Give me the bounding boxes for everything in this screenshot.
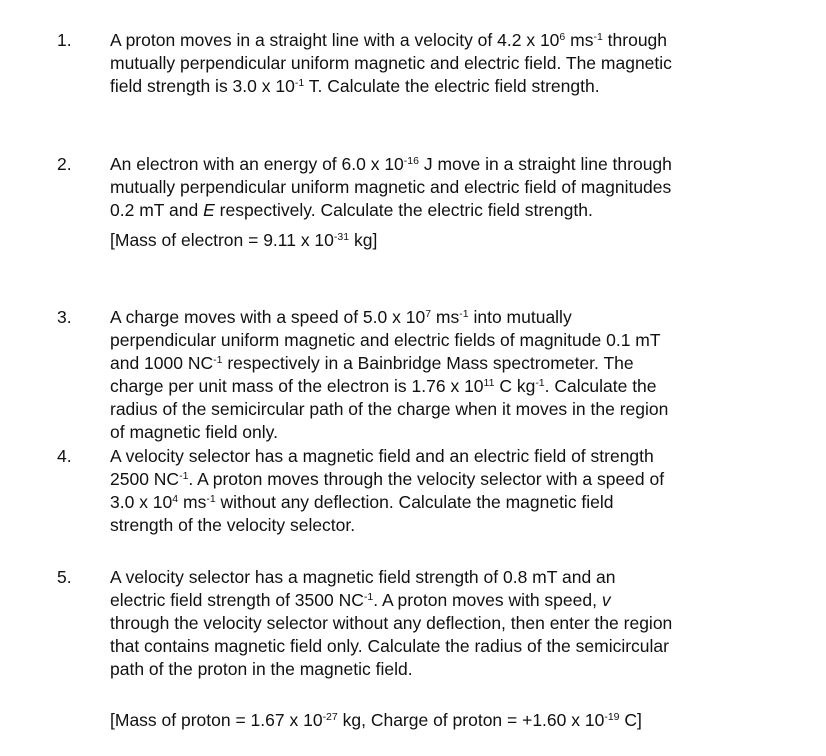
superscript: -1 [213, 354, 223, 366]
superscript: -1 [535, 377, 545, 389]
text-line: mutually perpendicular uniform magnetic and electric field. The magnetic [110, 53, 672, 73]
text-line: electric field strength of 3500 $NC^{-1}$. A proton moves with speed, v [110, 590, 611, 610]
question-number: 1. [57, 30, 72, 50]
question-text [110, 29, 810, 98]
superscript: 6 [559, 31, 566, 43]
text-line: 0.2 mT and E respectively. Calculate the electric field strength. [110, 200, 593, 220]
superscript: -27 [322, 711, 338, 723]
question-number: 4. [57, 446, 72, 466]
text-line: path of the proton in the magnetic field. [110, 659, 413, 679]
italic-symbol: E [203, 200, 215, 220]
superscript: -1 [593, 31, 603, 43]
question-number: 3. [57, 307, 72, 327]
note-text [110, 229, 810, 252]
text-line: radius of the semicircular path of the charge when it moves in the region [110, 399, 669, 419]
text-line: strength of the velocity selector. [110, 515, 356, 535]
text-line: [Mass of proton = 1.67 x $10^{-27}$ kg, Charge of proton = +1.60 x $10^{-19}$ C] [110, 710, 642, 730]
text-line: mutually perpendicular uniform magnetic and electric field of magnitudes [110, 177, 672, 197]
question-number: 2. [57, 154, 72, 174]
question-number: 5. [57, 567, 72, 587]
superscript: 4 [172, 493, 179, 505]
superscript: -16 [403, 155, 419, 167]
text-line: of magnetic field only. [110, 422, 278, 442]
text-line: [Mass of electron = 9.11 x $10^{-31}$ kg] [110, 230, 378, 250]
superscript: 11 [483, 377, 495, 389]
superscript: -1 [294, 77, 305, 89]
text-line: An electron with an energy of 6.0 x $10^{-16}$ J move in a straight line through [110, 154, 672, 174]
question-text [110, 306, 810, 444]
text-line: field strength is 3.0 x $10^{-1}$ T. Calculate the electric field strength. [110, 76, 600, 96]
text-line: that contains magnetic field only. Calculate the radius of the semicircular [110, 636, 669, 656]
superscript: 7 [425, 308, 432, 320]
text-line: perpendicular uniform magnetic and electric fields of magnitude 0.1 mT [110, 330, 661, 350]
question-text [110, 153, 810, 222]
italic-symbol: v [601, 590, 611, 610]
superscript: -1 [206, 493, 216, 505]
question-text [110, 445, 810, 537]
text-line: 3.0 x $10^4$ $ms^{-1}$ without any deflection. Calculate the magnetic field [110, 492, 614, 512]
text-line: A velocity selector has a magnetic field and an electric field of strength [110, 446, 654, 466]
text-line: charge per unit mass of the electron is 1.76 x $10^{11}$ C $kg^{-1}$. Calculate the [110, 376, 657, 396]
text-line: A velocity selector has a magnetic field strength of 0.8 mT and an [110, 567, 616, 587]
text-line: A charge moves with a speed of 5.0 x $10^7$ $ms^{-1}$ into mutually [110, 307, 572, 327]
text-line: A proton moves in a straight line with a velocity of 4.2 x $10^6$ $ms^{-1}$ through [110, 30, 668, 50]
text-line: and 1000 $NC^{-1}$ respectively in a Bainbridge Mass spectrometer. The [110, 353, 634, 373]
text-line: 2500 $NC^{-1}$. A proton moves through the velocity selector with a speed of [110, 469, 665, 489]
note-text [110, 709, 810, 732]
superscript: -31 [333, 231, 350, 243]
text-line: through the velocity selector without any deflection, then enter the region [110, 613, 673, 633]
superscript: -1 [363, 591, 374, 603]
superscript: -19 [604, 711, 620, 723]
superscript: -1 [179, 470, 189, 482]
question-text [110, 566, 810, 681]
superscript: -1 [459, 308, 469, 320]
